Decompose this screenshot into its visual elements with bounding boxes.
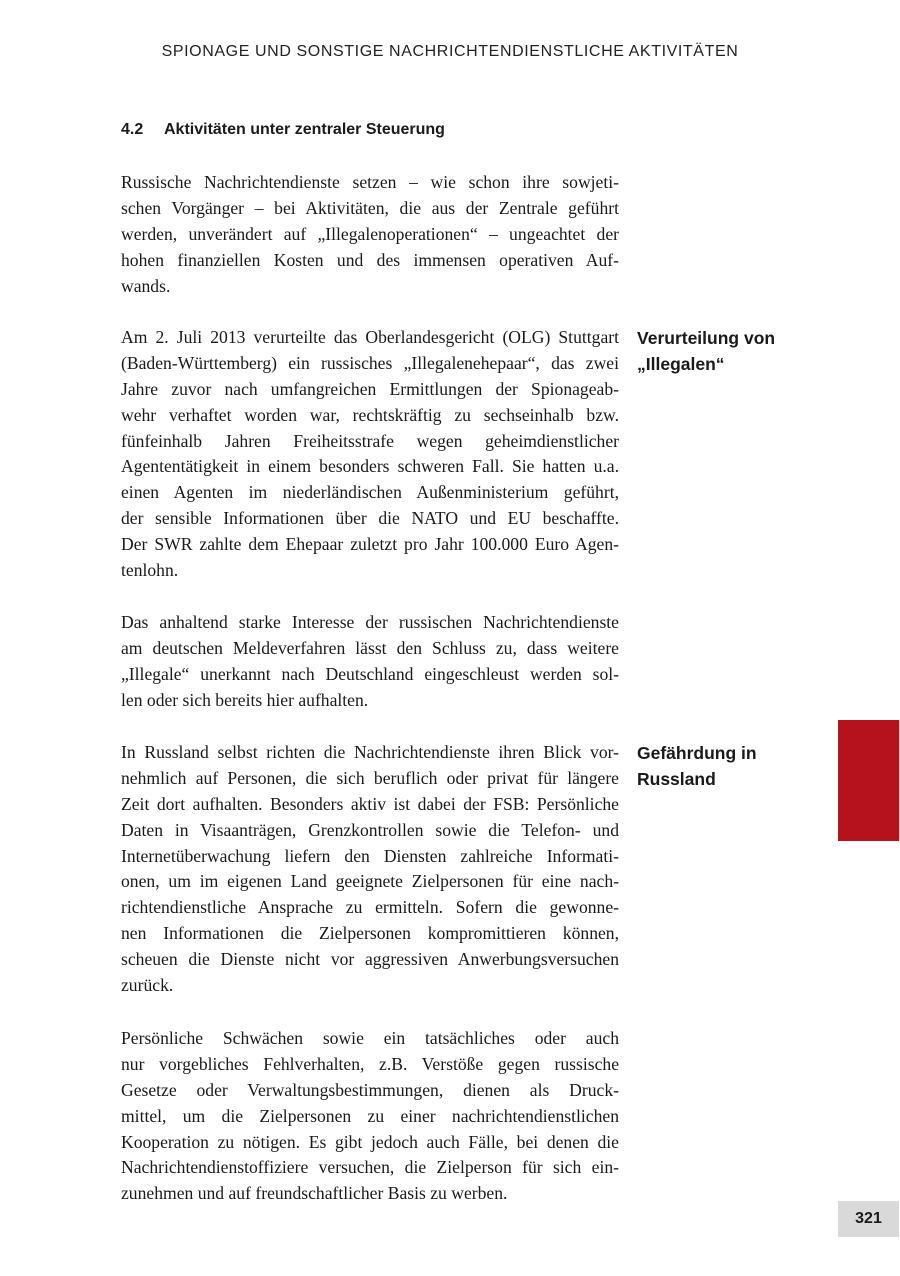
text-line: wehr verhaftet worden war, rechtskräftig zu sechseinhalb bzw. bbox=[121, 404, 619, 425]
margin-note-verdict bbox=[637, 325, 812, 377]
text-line: wands. bbox=[121, 275, 171, 296]
text-line: fünfeinhalb Jahren Freiheitsstrafe wegen geheimdienstlicher bbox=[121, 430, 619, 451]
text-line: Jahre zuvor nach umfangreichen Ermittlungen der Spionageab- bbox=[121, 378, 619, 399]
text-line: der sensible Informationen über die NATO und EU beschaffte. bbox=[121, 508, 619, 529]
text-line: einen Agenten im niederländischen Außenministerium geführt, bbox=[121, 482, 619, 503]
paragraph-illegal-operations bbox=[121, 170, 619, 299]
text-line: len oder sich bereits hier aufhalten. bbox=[121, 689, 369, 710]
paragraph-personal-weaknesses bbox=[121, 1026, 619, 1207]
text-line: mittel, um die Zielpersonen zu einer nachrichtendienstlichen bbox=[121, 1105, 619, 1126]
text-line: „Illegale“ unerkannt nach Deutschland eingeschleust werden sol- bbox=[121, 663, 619, 684]
page-number: 321 bbox=[838, 1201, 899, 1237]
margin-note-line: Verurteilung von bbox=[637, 328, 776, 348]
text-line: hohen finanziellen Kosten und des immensen operativen Auf- bbox=[121, 249, 619, 270]
margin-note-line: Russland bbox=[637, 769, 716, 789]
text-line: Gesetze oder Verwaltungsbestimmungen, dienen als Druck- bbox=[121, 1079, 619, 1100]
text-line: nehmlich auf Personen, die sich beruflich oder privat für längere bbox=[121, 767, 619, 788]
text-line: Kooperation zu nötigen. Es gibt jedoch auch Fälle, bei denen die bbox=[121, 1131, 619, 1152]
text-line: Zeit dort aufhalten. Besonders aktiv ist dabei der FSB: Persönliche bbox=[121, 793, 619, 814]
margin-note-line: „Illegalen“ bbox=[637, 354, 725, 374]
text-line: Daten in Visaanträgen, Grenzkontrollen sowie die Telefon- und bbox=[121, 819, 619, 840]
paragraph-court-verdict bbox=[121, 325, 619, 584]
text-line: In Russland selbst richten die Nachrichtendienste ihren Blick vor- bbox=[121, 742, 619, 762]
margin-note-russia bbox=[637, 740, 812, 792]
text-line: werden, unverändert auf „Illegalenoperationen“ – ungeachtet der bbox=[121, 223, 619, 244]
text-line: Der SWR zahlte dem Ehepaar zuletzt pro Jahr 100.000 Euro Agen- bbox=[121, 534, 619, 555]
text-line: tenlohn. bbox=[121, 560, 179, 581]
text-line: (Baden-Württemberg) ein russisches „Illegalenehepaar“, das zwei bbox=[121, 352, 619, 373]
text-line: Am 2. Juli 2013 verurteilte das Oberlandesgericht (OLG) Stuttgart bbox=[121, 327, 619, 347]
text-line: zunehmen und auf freundschaftlicher Basis zu werben. bbox=[121, 1183, 508, 1204]
text-line: schen Vorgänger – bei Aktivitäten, die aus der Zentrale geführt bbox=[121, 197, 619, 218]
text-line: richtendienstliche Ansprache zu ermitteln. Sofern die gewonne- bbox=[121, 897, 619, 918]
section-heading bbox=[121, 121, 445, 139]
running-head: SPIONAGE UND SONSTIGE NACHRICHTENDIENSTLICHE AKTIVITÄTEN bbox=[161, 43, 739, 60]
text-line: Das anhaltend starke Interesse der russischen Nachrichtendienste bbox=[121, 612, 619, 632]
text-line: Internetüberwachung liefern den Diensten zahlreiche Informati- bbox=[121, 845, 619, 866]
margin-note-line: Gefährdung in bbox=[637, 743, 757, 763]
paragraph-registration-interest bbox=[121, 610, 619, 714]
paragraph-russia-targeting bbox=[121, 740, 619, 999]
text-line: am deutschen Meldeverfahren lässt den Schluss zu, dass weitere bbox=[121, 637, 619, 658]
section-number: 4.2 bbox=[121, 121, 144, 138]
text-line: nen Informationen die Zielpersonen kompromittieren können, bbox=[121, 923, 619, 944]
text-line: Persönliche Schwächen sowie ein tatsächliches oder auch bbox=[121, 1028, 619, 1048]
text-line: scheuen die Dienste nicht vor aggressiven Anwerbungsversuchen bbox=[121, 949, 619, 970]
text-line: nur vorgebliches Fehlverhalten, z.B. Verstöße gegen russische bbox=[121, 1053, 619, 1074]
section-title: Aktivitäten unter zentraler Steuerung bbox=[164, 121, 445, 138]
text-line: onen, um im eigenen Land geeignete Zielpersonen für eine nach- bbox=[121, 871, 619, 892]
text-line: Russische Nachrichtendienste setzen – wie schon ihre sowjeti- bbox=[121, 172, 619, 192]
text-line: zurück. bbox=[121, 975, 174, 996]
text-line: Agententätigkeit in einem besonders schweren Fall. Sie hatten u.a. bbox=[121, 456, 619, 477]
chapter-thumb-tab bbox=[838, 720, 899, 841]
text-line: Nachrichtendienstoffiziere versuchen, die Zielperson für sich ein- bbox=[121, 1157, 619, 1178]
